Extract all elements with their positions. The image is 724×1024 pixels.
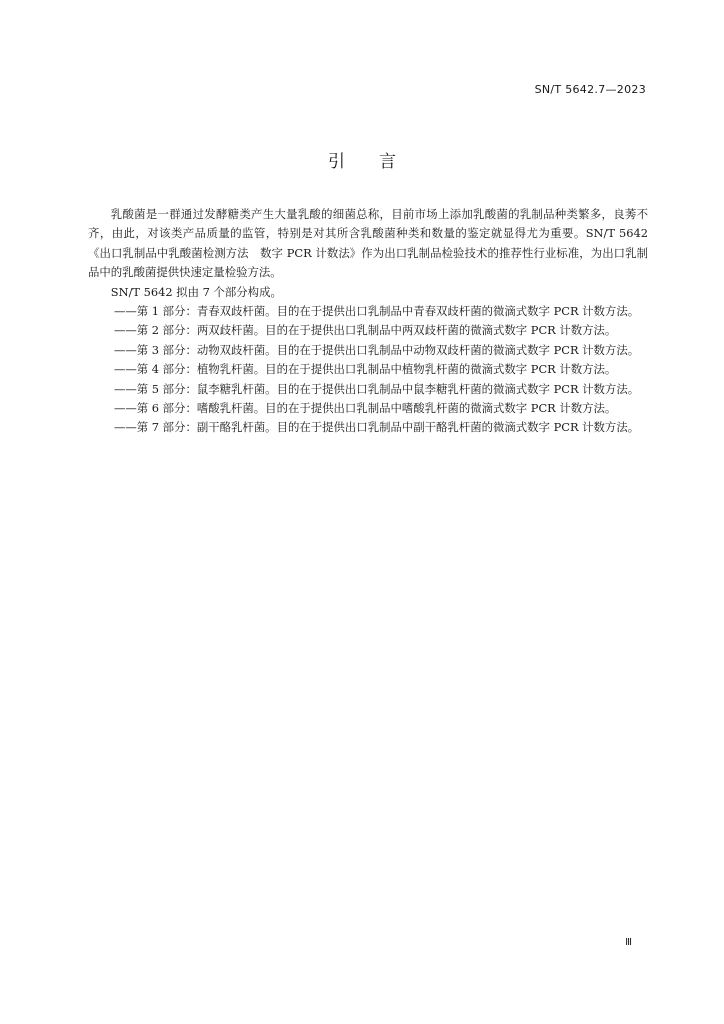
- part-item-5: ——第 5 部分：鼠李糖乳杆菌。目的在于提供出口乳制品中鼠李糖乳杆菌的微滴式数字 PCR 计数方法。: [114, 381, 640, 396]
- part-item-6: ——第 6 部分：嗜酸乳杆菌。目的在于提供出口乳制品中嗜酸乳杆菌的微滴式数字 PCR 计数方法。: [114, 401, 617, 416]
- part-item-2: ——第 2 部分：两双歧杆菌。目的在于提供出口乳制品中两双歧杆菌的微滴式数字 PCR 计数方法。: [114, 323, 617, 338]
- page-title: 引言: [328, 152, 430, 172]
- part-item-7: ——第 7 部分：副干酪乳杆菌。目的在于提供出口乳制品中副干酪乳杆菌的微滴式数字 PCR 计数方法。: [114, 420, 640, 435]
- intro-paragraph: 乳酸菌是一群通过发酵糖类产生大量乳酸的细菌总称，目前市场上添加乳酸菌的乳制品种类繁多，良莠不齐，由此，对该类产品质量的监管，特别是对其所含乳酸菌种类和数量的鉴定就显得尤为重要。SN/T 5642《出口乳制品中乳酸菌检测方法 数字 PCR 计数法》作为出口乳制品检验技术的推荐性行业标准，为出口乳制品中的乳酸菌提供快速定量检验方法。: [88, 207, 648, 280]
- part-item-1: ——第 1 部分：青春双歧杆菌。目的在于提供出口乳制品中青春双歧杆菌的微滴式数字 PCR 计数方法。: [114, 304, 640, 319]
- introduction-body: [88, 205, 648, 438]
- part-item-4: ——第 4 部分：植物乳杆菌。目的在于提供出口乳制品中植物乳杆菌的微滴式数字 PCR 计数方法。: [114, 362, 617, 377]
- part-item-3: ——第 3 部分：动物双歧杆菌。目的在于提供出口乳制品中动物双歧杆菌的微滴式数字 PCR 计数方法。: [114, 342, 640, 357]
- page-number: Ⅲ: [625, 937, 632, 948]
- parts-overview-paragraph: SN/T 5642 拟由 7 个部分构成。: [110, 284, 282, 299]
- parts-list: [88, 302, 648, 438]
- standard-code: SN/T 5642.7—2023: [534, 83, 646, 96]
